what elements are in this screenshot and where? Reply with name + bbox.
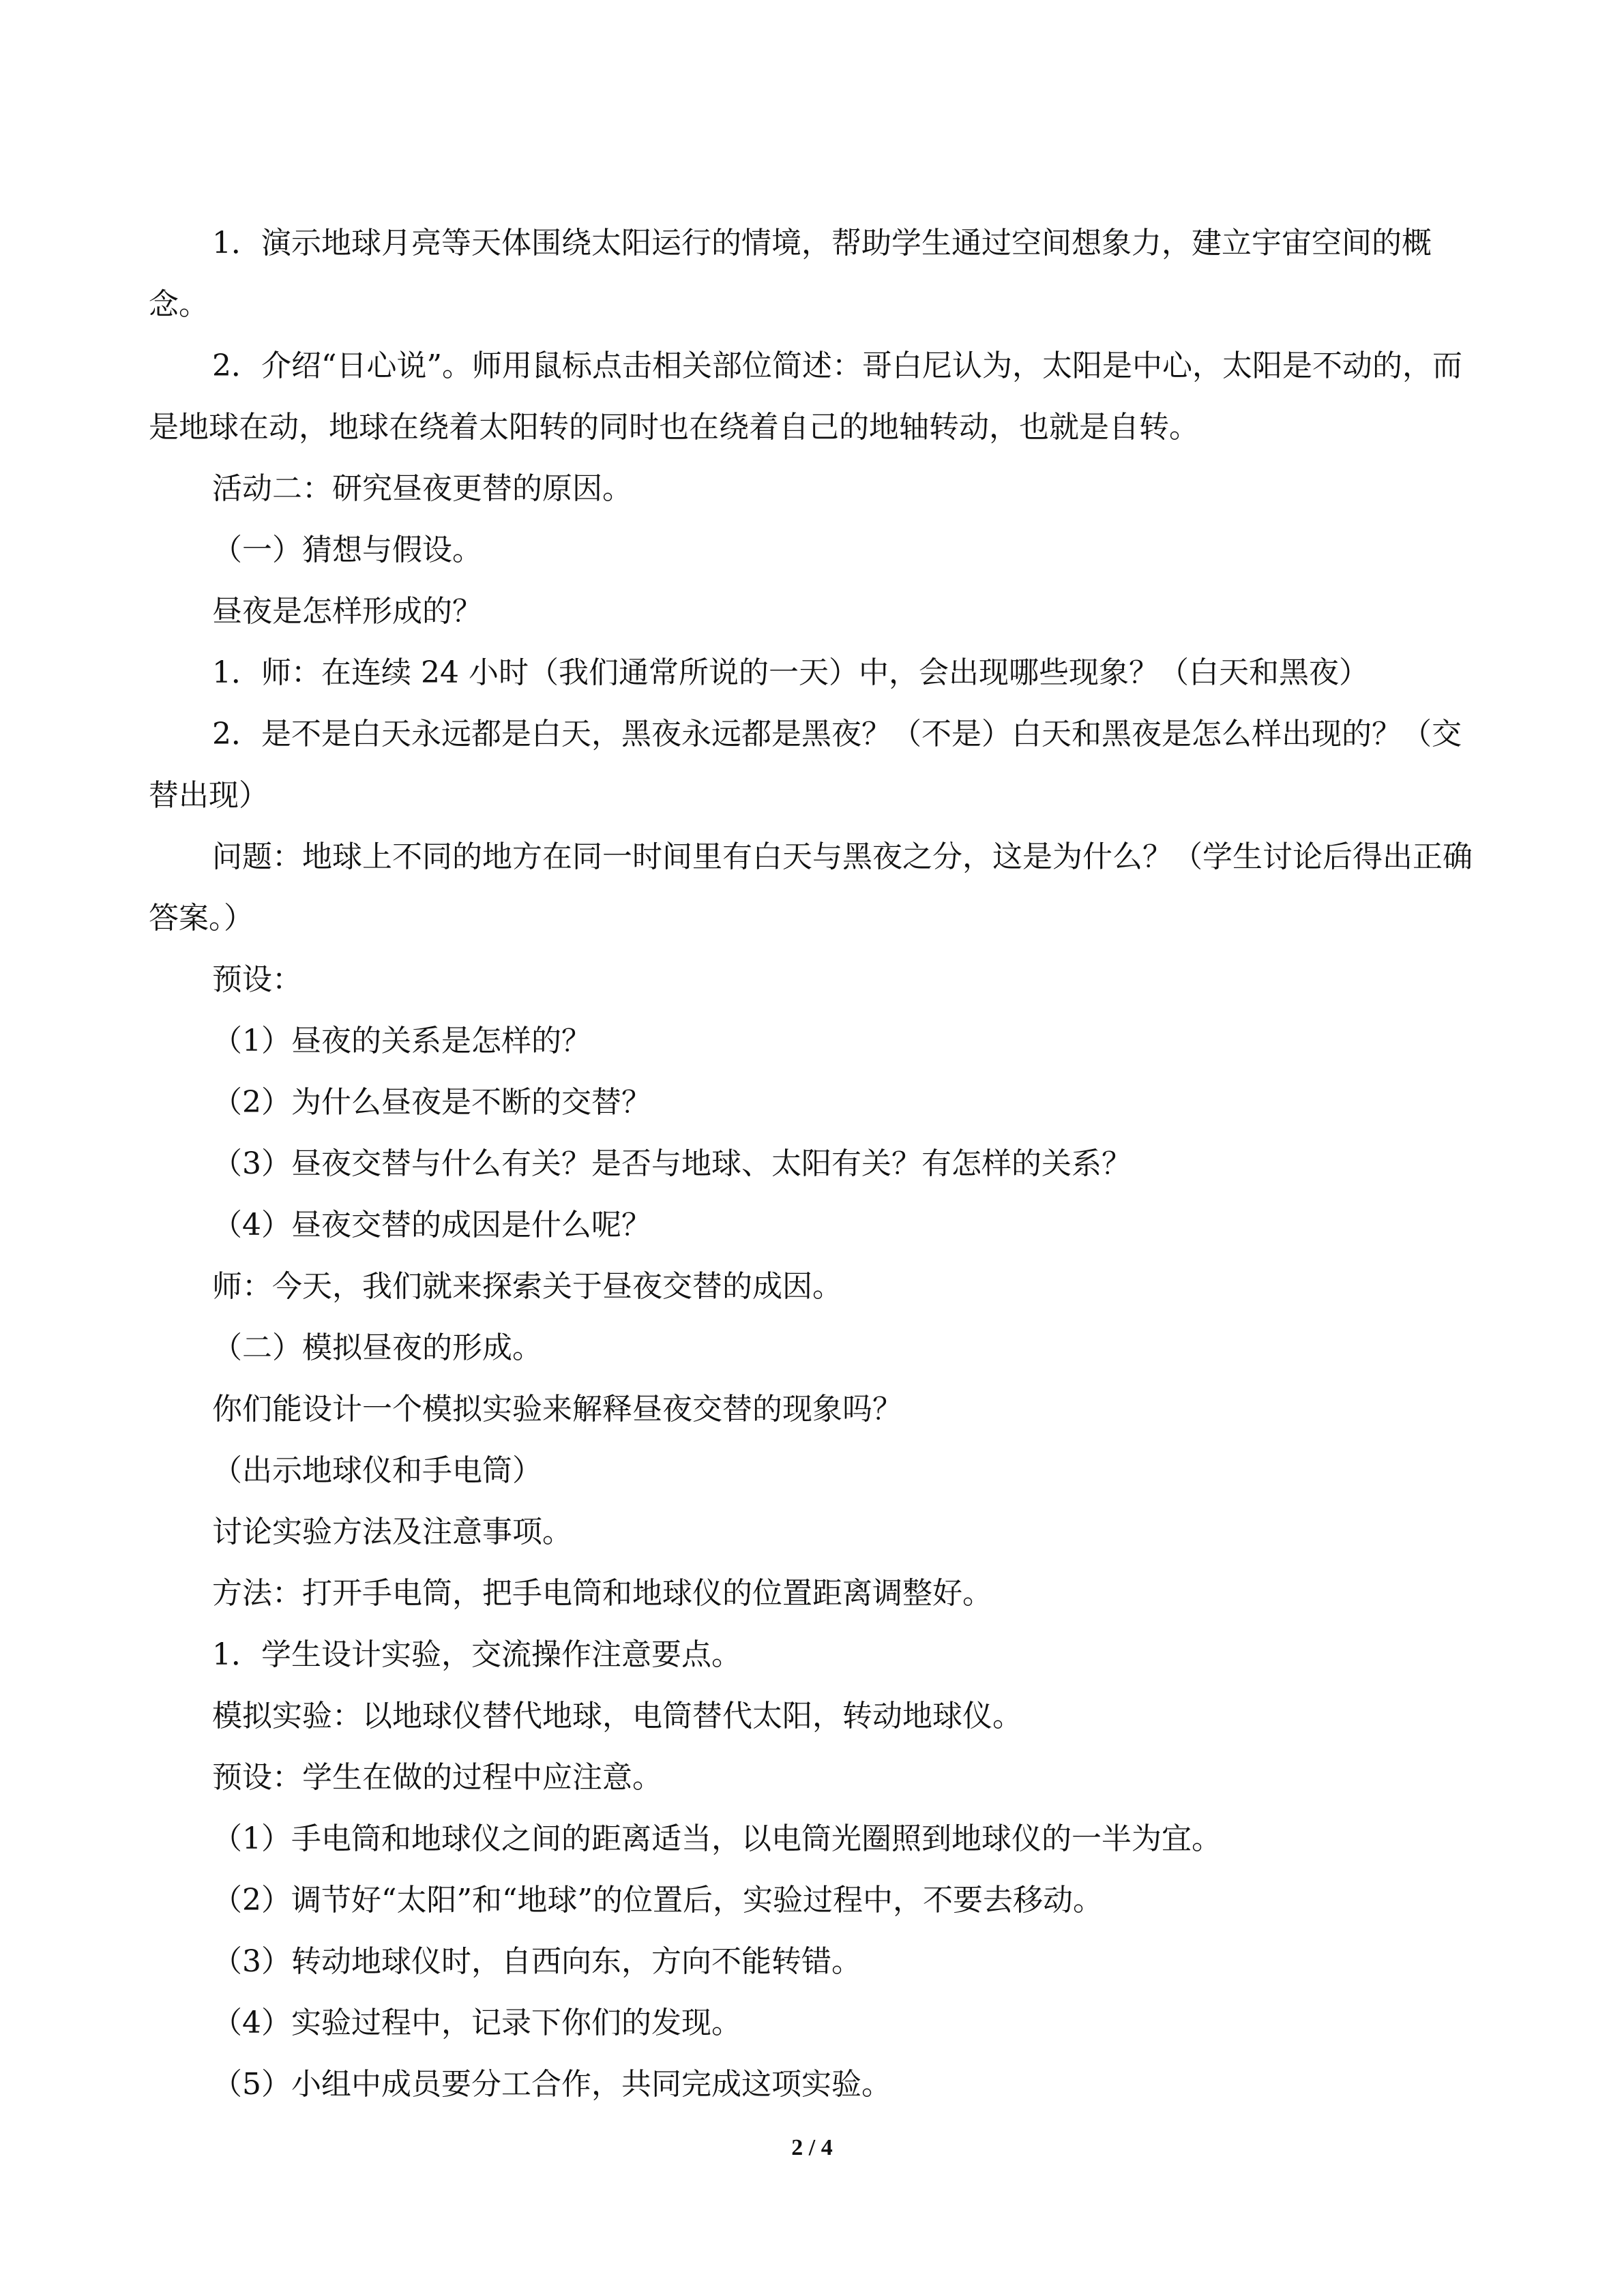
paragraph-13: （4）昼夜交替的成因是什么呢？ (212, 1208, 651, 1242)
paragraph-10: （1）昼夜的关系是怎样的？ (212, 1024, 591, 1058)
paragraph-9: 预设： (212, 962, 302, 997)
paragraph-16: 你们能设计一个模拟实验来解释昼夜交替的现象吗？ (212, 1392, 902, 1427)
paragraph-21: 模拟实验：以地球仪替代地球，电筒替代太阳，转动地球仪。 (212, 1699, 1022, 1733)
paragraph-17: （出示地球仪和手电筒） (212, 1453, 542, 1488)
paragraph-20: 1．学生设计实验，交流操作注意要点。 (212, 1637, 741, 1672)
page-number: 2 / 4 (791, 2135, 833, 2160)
paragraph-14: 师：今天，我们就来探索关于昼夜交替的成因。 (212, 1269, 842, 1304)
paragraph-23: （1）手电筒和地球仪之间的距离适当，以电筒光圈照到地球仪的一半为宜。 (212, 1821, 1222, 1856)
paragraph-6: 1．师：在连续 24 小时（我们通常所说的一天）中，会出现哪些现象？（白天和黑夜） (212, 655, 1369, 690)
paragraph-12: （3）昼夜交替与什么有关？是否与地球、太阳有关？有怎样的关系？ (212, 1146, 1132, 1181)
paragraph-8: 问题：地球上不同的地方在同一时间里有白天与黑夜之分，这是为什么？（学生讨论后得出正确答案。） (149, 839, 1473, 936)
paragraph-5: 昼夜是怎样形成的？ (212, 594, 482, 629)
paragraph-18: 讨论实验方法及注意事项。 (212, 1515, 572, 1549)
paragraph-15: （二）模拟昼夜的形成。 (212, 1330, 542, 1365)
paragraph-24: （2）调节好“太阳”和“地球”的位置后，实验过程中，不要去移动。 (212, 1883, 1103, 1918)
paragraph-2: 2．介绍“日心说”。师用鼠标点击相关部位简述：哥白尼认为，太阳是中心，太阳是不动的，而是地球在动，地球在绕着太阳转的同时也在绕着自己的地轴转动，也就是自转。 (149, 348, 1462, 445)
paragraph-3: 活动二：研究昼夜更替的原因。 (212, 471, 632, 506)
paragraph-26: （4）实验过程中，记录下你们的发现。 (212, 2006, 741, 2040)
paragraph-27: （5）小组中成员要分工合作，共同完成这项实验。 (212, 2067, 891, 2102)
paragraph-7: 2．是不是白天永远都是白天，黑夜永远都是黑夜？（不是）白天和黑夜是怎么样出现的？（交替出现） (149, 717, 1462, 813)
paragraph-25: （3）转动地球仪时，自西向东，方向不能转错。 (212, 1944, 861, 1979)
document-body (149, 213, 1477, 2115)
paragraph-4: （一）猜想与假设。 (212, 533, 482, 567)
paragraph-1: 1．演示地球月亮等天体围绕太阳运行的情境，帮助学生通过空间想象力，建立宇宙空间的概念。 (149, 226, 1432, 322)
paragraph-11: （2）为什么昼夜是不断的交替？ (212, 1085, 651, 1120)
paragraph-22: 预设：学生在做的过程中应注意。 (212, 1760, 662, 1795)
paragraph-19: 方法：打开手电筒，把手电筒和地球仪的位置距离调整好。 (212, 1576, 992, 1611)
